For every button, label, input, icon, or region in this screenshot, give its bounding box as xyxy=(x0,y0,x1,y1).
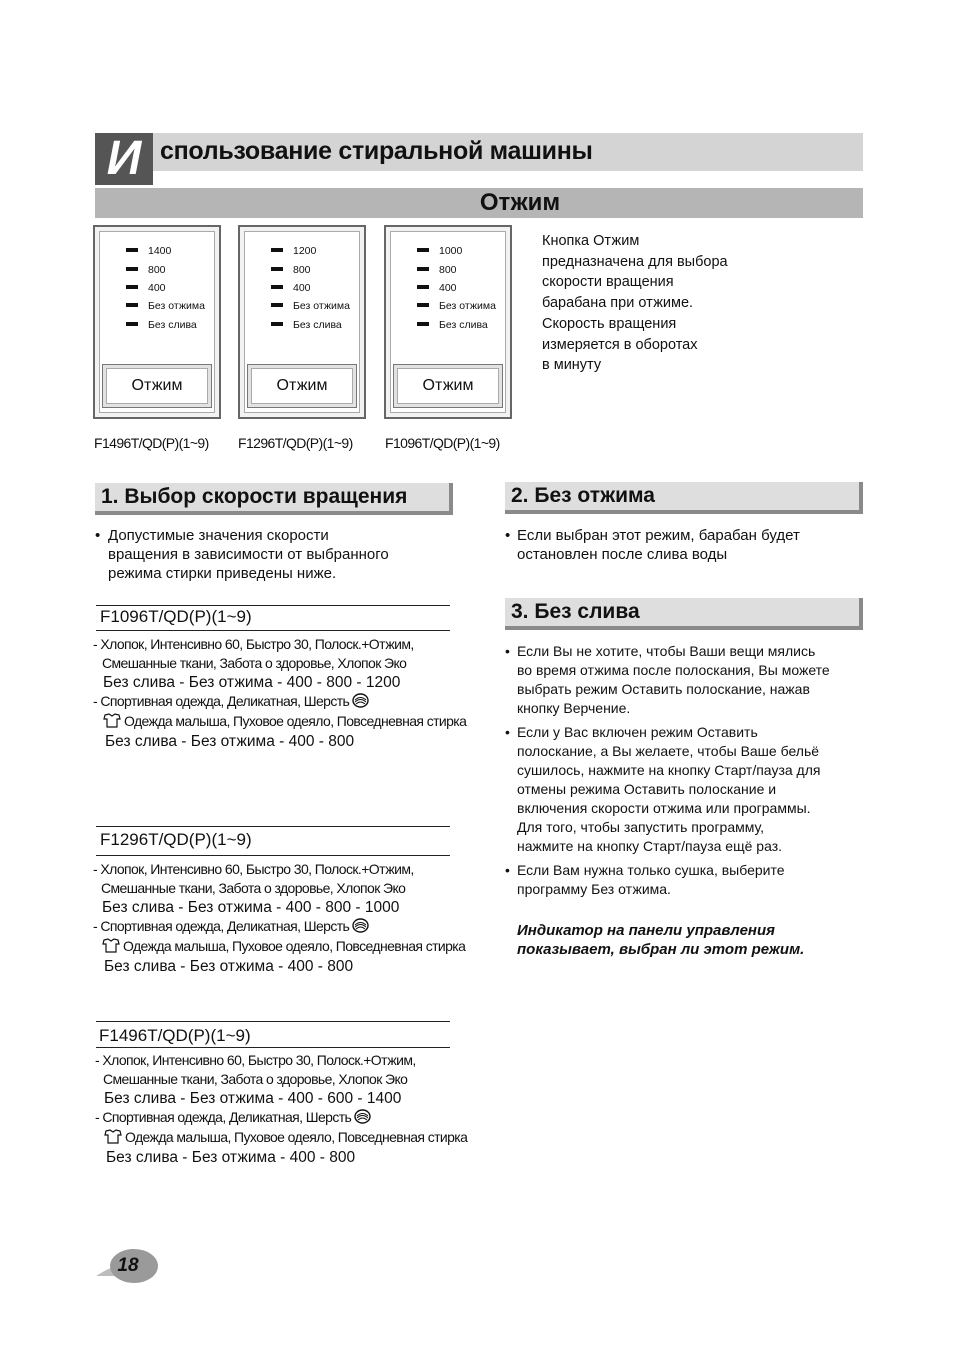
model-heading: F1096T/QD(P)(1~9) xyxy=(100,607,252,626)
title-initial-block: И xyxy=(95,133,153,185)
speed-indicator: 1000 xyxy=(417,245,462,257)
spin-description: Кнопка Отжим предназначена для выбора скорости вращения барабана при отжиме. Скорость вращения измеряется в оборотах в минуту xyxy=(542,233,728,374)
section-title: Отжим xyxy=(479,189,561,216)
led-icon xyxy=(271,248,283,252)
baby-clothes-icon xyxy=(104,1129,122,1144)
control-panel-f1496 xyxy=(93,225,221,419)
led-icon xyxy=(271,322,283,326)
section1-heading: 1. Выбор скорости вращения xyxy=(95,483,453,515)
led-icon xyxy=(126,322,138,326)
led-icon xyxy=(126,303,138,307)
speed-range: Без слива - Без отжима - 400 - 800 xyxy=(105,733,355,750)
speed-range: Без слива - Без отжима - 400 - 800 - 1200 xyxy=(103,674,401,691)
speed-indicator: 800 xyxy=(126,264,166,276)
divider xyxy=(96,605,450,606)
led-icon xyxy=(417,248,429,252)
panel-model-label: F1496T/QD(P)(1~9) xyxy=(94,435,209,451)
speed-indicator: Без слива xyxy=(417,319,488,331)
divider xyxy=(96,855,450,856)
speed-indicator: 1200 xyxy=(271,245,316,257)
speed-range: Без слива - Без отжима - 400 - 800 - 1000 xyxy=(102,899,400,916)
spin-button[interactable]: Отжим xyxy=(247,364,357,408)
program-list: - Спортивная одежда, Деликатная, Шерсть xyxy=(93,917,369,936)
section1-bullet: • Допустимые значения скорости вращения в зависимости от выбранного режима стирки приведены ниже. xyxy=(95,527,389,582)
led-icon xyxy=(417,267,429,271)
spin-button[interactable]: Отжим xyxy=(102,364,212,408)
program-list: Одежда малыша, Пуховое одеяло, Повседневная стирка xyxy=(104,1128,467,1147)
speed-indicator: 400 xyxy=(271,282,311,294)
wool-icon xyxy=(354,1109,371,1124)
program-list: Смешанные ткани, Забота о здоровье, Хлопок Эко xyxy=(103,1071,408,1087)
speed-indicator: Без отжима xyxy=(126,300,205,312)
program-list: - Хлопок, Интенсивно 60, Быстро 30, Полоск.+Отжим, xyxy=(93,636,414,652)
section2-bullet: • Если выбран этот режим, барабан будет остановлен после слива воды xyxy=(505,527,800,563)
page-title: спользование стиральной машины xyxy=(160,137,593,165)
program-list: - Хлопок, Интенсивно 60, Быстро 30, Полоск.+Отжим, xyxy=(95,1052,416,1068)
program-list: Смешанные ткани, Забота о здоровье, Хлопок Эко xyxy=(102,655,407,671)
divider xyxy=(96,1021,450,1022)
section2-heading: 2. Без отжима xyxy=(505,482,863,514)
speed-range: Без слива - Без отжима - 400 - 600 - 1400 xyxy=(104,1090,402,1107)
model-heading: F1496T/QD(P)(1~9) xyxy=(99,1026,251,1045)
speed-indicator: Без слива xyxy=(126,319,197,331)
led-icon xyxy=(417,322,429,326)
page-number: 18 xyxy=(117,1255,139,1276)
section3-heading: 3. Без слива xyxy=(505,598,863,630)
program-list: Одежда малыша, Пуховое одеяло, Повседневная стирка xyxy=(103,712,466,731)
led-icon xyxy=(417,303,429,307)
program-list: Смешанные ткани, Забота о здоровье, Хлопок Эко xyxy=(101,880,406,896)
speed-indicator: 400 xyxy=(417,282,457,294)
divider xyxy=(96,630,450,631)
control-panel-f1296 xyxy=(238,225,366,419)
control-panel-f1096 xyxy=(384,225,512,419)
panel-model-label: F1296T/QD(P)(1~9) xyxy=(238,435,353,451)
speed-indicator: Без отжима xyxy=(417,300,496,312)
section3-bullet: • Если Вам нужна только сушка, выберите программу Без отжима. xyxy=(505,862,785,897)
speed-range: Без слива - Без отжима - 400 - 800 xyxy=(104,958,354,975)
section3-bullet: • Если Вы не хотите, чтобы Ваши вещи мялись во время отжима после полоскания, Вы можете выбрать режим Оставить полоскание, нажав кнопку Верчение. xyxy=(505,643,830,716)
speed-range: Без слива - Без отжима - 400 - 800 xyxy=(106,1149,356,1166)
led-icon xyxy=(126,285,138,289)
led-icon xyxy=(417,285,429,289)
led-icon xyxy=(271,285,283,289)
program-list: - Хлопок, Интенсивно 60, Быстро 30, Полоск.+Отжим, xyxy=(93,861,414,877)
program-list: Одежда малыша, Пуховое одеяло, Повседневная стирка xyxy=(102,937,465,956)
led-icon xyxy=(126,248,138,252)
speed-indicator: Без слива xyxy=(271,319,342,331)
speed-indicator: 1400 xyxy=(126,245,171,257)
panel-model-label: F1096T/QD(P)(1~9) xyxy=(385,435,500,451)
program-list: - Спортивная одежда, Деликатная, Шерсть xyxy=(95,1108,371,1127)
baby-clothes-icon xyxy=(102,938,120,953)
program-list: - Спортивная одежда, Деликатная, Шерсть xyxy=(93,692,369,711)
section3-bullet: • Если у Вас включен режим Оставить полоскание, а Вы желаете, чтобы Ваше бельё сушилось, нажмите на кнопку Старт/пауза для отмены режима Оставить полоскание и включения скорости отжима или программы. Для того, чтобы запустить программу, нажмите на кнопку Старт/пауза ещё раз. xyxy=(505,724,821,854)
divider xyxy=(96,1047,450,1048)
speed-indicator: Без отжима xyxy=(271,300,350,312)
model-heading: F1296T/QD(P)(1~9) xyxy=(100,830,252,849)
led-icon xyxy=(271,303,283,307)
indicator-note: Индикатор на панели управления показывает, выбран ли этот режим. xyxy=(517,922,805,958)
divider xyxy=(96,826,450,827)
speed-indicator: 800 xyxy=(417,264,457,276)
wool-icon xyxy=(352,918,369,933)
baby-clothes-icon xyxy=(103,713,121,728)
led-icon xyxy=(271,267,283,271)
wool-icon xyxy=(352,693,369,708)
speed-indicator: 400 xyxy=(126,282,166,294)
led-icon xyxy=(126,267,138,271)
speed-indicator: 800 xyxy=(271,264,311,276)
spin-button[interactable]: Отжим xyxy=(393,364,503,408)
